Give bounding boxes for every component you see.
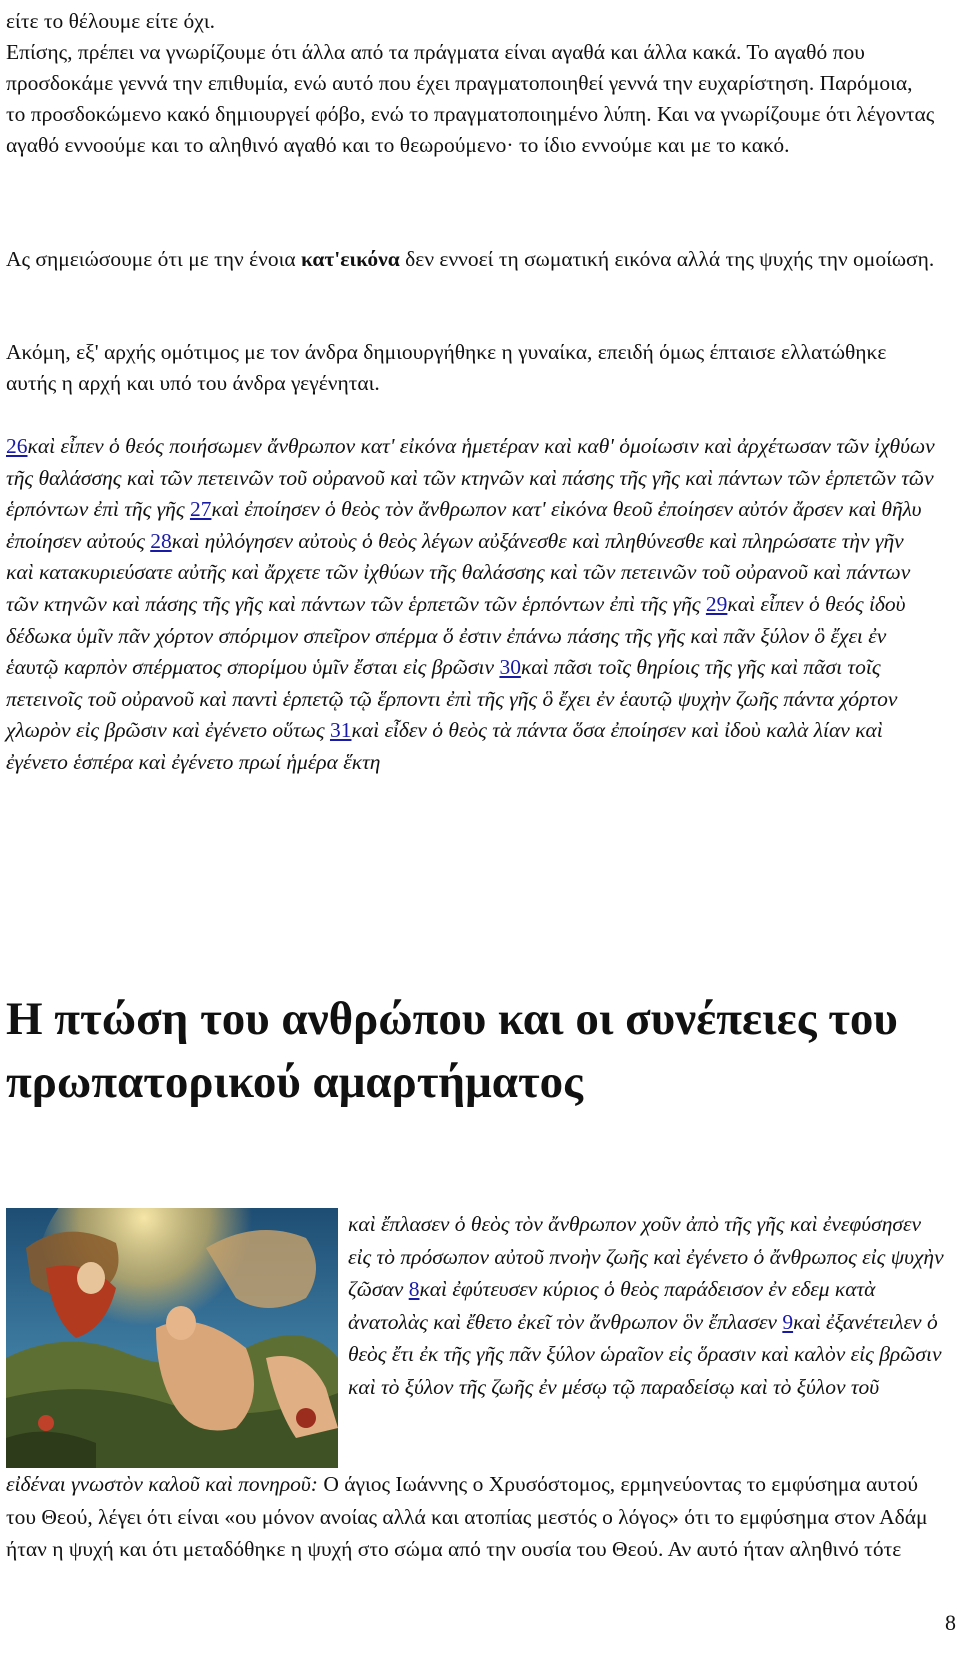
genesis-1-quote bbox=[6, 431, 936, 779]
paragraph-chrysostom bbox=[6, 1468, 946, 1566]
verse-31-text: καὶ εἶδεν ὁ θεὸς τὰ πάντα ὅσα ἐποίησεν καὶ ἰδοὺ καλὰ λίαν καὶ ἐγένετο ἑσπέρα καὶ ἐγένετο πρωί ἡμέρα ἕκτη bbox=[6, 718, 883, 774]
verse-link-26[interactable]: 26 bbox=[6, 434, 28, 458]
section-heading: Η πτώση του ανθρώπου και οι συνέπειες του πρωπατορικού αμαρτήματος bbox=[6, 993, 898, 1108]
page-number: 8 bbox=[945, 1610, 956, 1635]
verse-29-text: καὶ εἶπεν ὁ θεός ἰδοὺ δέδωκα ὑμῖν πᾶν χόρτον σπόριμον σπεῖρον σπέρμα ὅ ἐστιν ἐπάνω πάσης τῆς γῆς καὶ πᾶν ξύλον ὃ ἔχει ἐν ἑαυτῷ καρπὸν σπέρματος σπορίμου ὑμῖν ἔσται εἰς βρῶσιν bbox=[6, 591, 906, 680]
verse-link-29[interactable]: 29 bbox=[705, 591, 728, 616]
verse-7-text: καὶ ἔπλασεν ὁ θεὸς τὸν ἄνθρωπον χοῦν ἀπὸ τῆς γῆς καὶ ἐνεφύσησεν εἰς τὸ πρόσωπον αὐτοῦ πνοὴν ζωῆς καὶ ἐγένετο ὁ ἄνθρωπος εἰς ψυχὴν ζῶσαν bbox=[348, 1212, 944, 1301]
verse-link-28[interactable]: 28 bbox=[150, 528, 172, 553]
verse-link-27[interactable]: 27 bbox=[189, 497, 212, 522]
para2-after: δεν εννοεί τη σωματική εικόνα αλλά της ψυχής την ομοίωση. bbox=[399, 247, 935, 271]
verse-link-30[interactable]: 30 bbox=[499, 655, 521, 680]
verse-30-text: καὶ πᾶσι τοῖς θηρίοις τῆς γῆς καὶ πᾶσι τοῖς πετεινοῖς τοῦ οὐρανοῦ καὶ παντὶ ἑρπετῷ τῷ ἕρποντι ἐπὶ τῆς γῆς ὃ ἔχει ἐν ἑαυτῷ ψυχὴν ζωῆς πάντα χόρτον χλωρὸν εἰς βρῶσιν καὶ ἐγένετο οὕτως bbox=[6, 655, 898, 743]
verse-26-text: καὶ εἶπεν ὁ θεός ποιήσωμεν ἄνθρωπον κατ' εἰκόνα ἡμετέραν καὶ καθ' ὁμοίωσιν καὶ ἀρχέτωσαν τῶν ἰχθύων τῆς θαλάσσης καὶ τῶν πετεινῶν τοῦ οὐρανοῦ καὶ τῶν κτηνῶν καὶ πάσης τῆς γῆς καὶ πάντων τῶν ἑρπετῶν τῶν ἑρπόντων ἐπὶ τῆς γῆς bbox=[6, 434, 935, 522]
verse-link-9[interactable]: 9 bbox=[782, 1309, 794, 1334]
painting-svg bbox=[6, 1208, 338, 1468]
creation-painting-image bbox=[6, 1208, 338, 1468]
verse-link-31[interactable]: 31 bbox=[329, 718, 352, 743]
para2-before: Ας σημειώσουμε ότι με την ένοια bbox=[6, 247, 302, 271]
paragraph-woman-creation: Ακόμη, εξ' αρχής ομότιμος με τον άνδρα δημιουργήθηκε η γυναίκα, επειδή όμως έπταισε ελλατώθηκε αυτής η αρχή και υπό του άνδρα γεγένηται. bbox=[6, 340, 887, 395]
verse-link-8[interactable]: 8 bbox=[408, 1277, 420, 1301]
paragraph-kat-eikona bbox=[6, 244, 936, 275]
chrysostom-text: Ο άγιος Ιωάννης ο Χρυσόστομος, ερμηνεύοντας το εμφύσημα αυτού του Θεού, λέγει ότι είναι «ου μόνον ανοίας αλλά και ατοπίας μεστός ο λόγος» ότι το εμφύσημα στον Αδάμ ήταν η ψυχή και ότι μεταδόθηκε η ψυχή στο σώμα από την ουσία του Θεού. Αν αυτό ήταν αληθινό τότε bbox=[6, 1472, 928, 1561]
paragraph-intro: είτε το θέλουμε είτε όχι. Επίσης, πρέπει να γνωρίζουμε ότι άλλα από τα πράγματα είναι αγαθά και άλλα κακά. Το αγαθό που προσδοκάμε γεννά την επιθυμία, ενώ αυτό που έχει πραγματοποιηθεί γεννά την ευχαρίστηση. Παρόμοια, το προσδοκώμενο κακό δημιουργεί φόβο, ενώ το πραγματοποιημένο λύπη. Και να γνωρίζουμε ότι λέγοντας αγαθό εννοούμε και το αληθινό αγαθό και το θεωρούμενο· το ίδιο εννούμε και με το κακό. bbox=[6, 9, 935, 157]
genesis-2-quote-float bbox=[348, 1208, 948, 1403]
verse-9-text-a: καὶ ἐξανέτειλεν ὁ θεὸς ἔτι ἐκ τῆς γῆς πᾶν ξύλον ὡραῖον εἰς ὅρασιν καὶ καλὸν εἰς βρῶσιν καὶ τὸ ξύλον τῆς ζωῆς ἐν μέσῳ τῷ παραδείσῳ καὶ τὸ ξύλον τοῦ bbox=[348, 1309, 942, 1399]
verse-28-text: καὶ ηὐλόγησεν αὐτοὺς ὁ θεὸς λέγων αὐξάνεσθε καὶ πληθύνεσθε καὶ πληρώσατε τὴν γῆν καὶ κατακυριεύσατε αὐτῆς καὶ ἄρχετε τῶν ἰχθύων τῆς θαλάσσης καὶ τῶν πετεινῶν τοῦ οὐρανοῦ καὶ πάντων τῶν κτηνῶν καὶ πάσης τῆς γῆς καὶ πάντων τῶν ἑρπετῶν τῶν ἑρπόντων ἐπὶ τῆς γῆς bbox=[6, 528, 911, 616]
term-kat-eikona: κατ'εικόνα bbox=[301, 247, 400, 271]
verse-9-text-b: εἰδέναι γνωστὸν καλοῦ καὶ πονηροῦ: bbox=[6, 1472, 318, 1496]
verse-27-text: καὶ ἐποίησεν ὁ θεὸς τὸν ἄνθρωπον κατ' εἰκόνα θεοῦ ἐποίησεν αὐτόν ἄρσεν καὶ θῆλυ ἐποίησεν αὐτούς bbox=[6, 497, 922, 553]
verse-8-text: καὶ ἐφύτευσεν κύριος ὁ θεὸς παράδεισον ἐν εδεμ κατὰ ἀνατολὰς καὶ ἔθετο ἐκεῖ τὸν ἄνθρωπον ὃν ἔπλασεν bbox=[348, 1277, 876, 1334]
